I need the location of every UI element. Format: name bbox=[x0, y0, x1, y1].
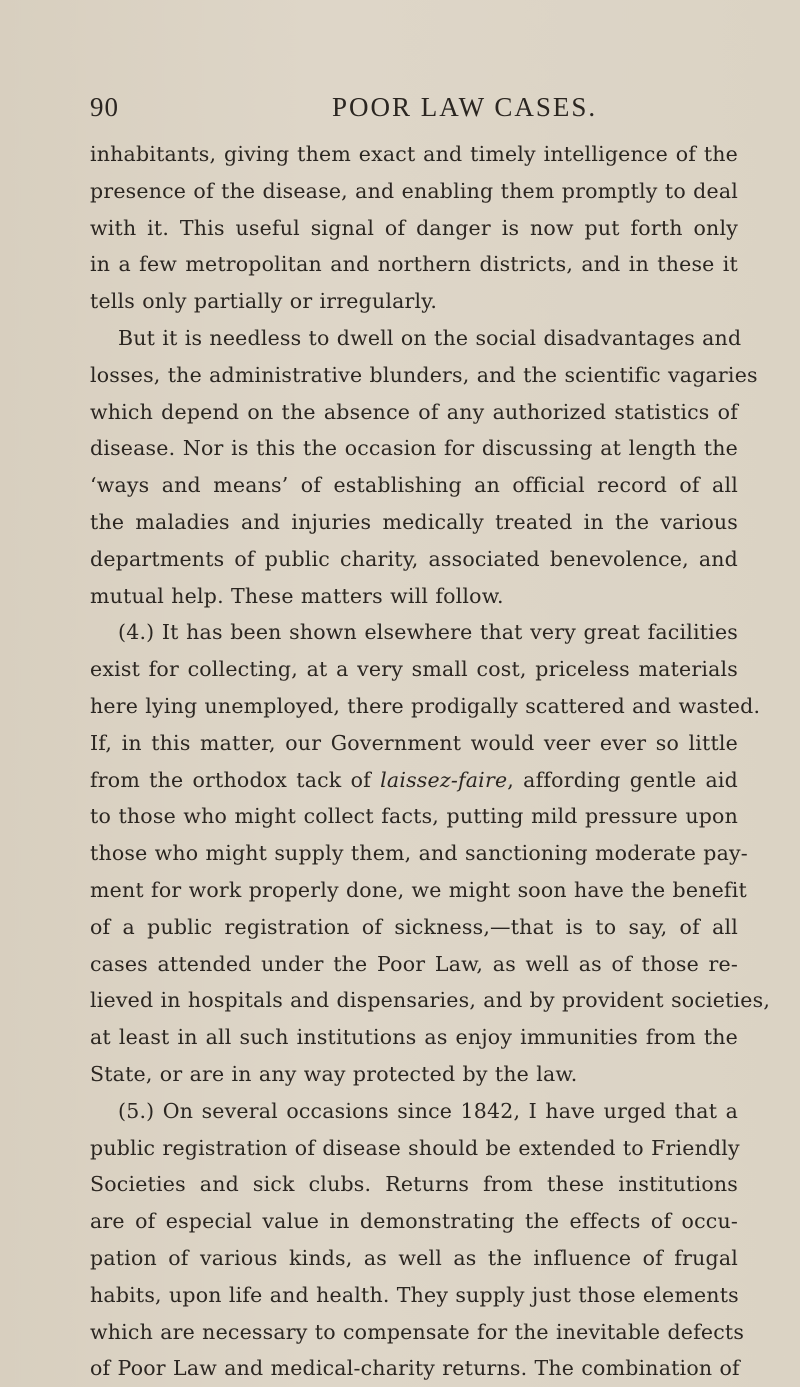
text-line: presence of the disease, and enabling them promptly to deal bbox=[90, 178, 738, 203]
text-line: habits, upon life and health. They supply just those elements bbox=[90, 1282, 739, 1307]
running-head bbox=[90, 92, 730, 126]
text-line: But it is needless to dwell on the social disadvantages and bbox=[118, 325, 742, 350]
text-line: which are necessary to compensate for the inevitable defects bbox=[90, 1319, 745, 1344]
text-line: ‘ways and means’ of establishing an official record of all bbox=[90, 473, 738, 498]
text-line: with it. This useful signal of danger is now put forth only bbox=[90, 215, 738, 240]
text-line: State, or are in any way protected by the law. bbox=[90, 1061, 578, 1086]
text-line-mixed bbox=[90, 762, 738, 799]
text-line: here lying unemployed, there prodigally scattered and wasted. bbox=[90, 693, 761, 718]
text-line: pation of various kinds, as well as the influence of frugal bbox=[90, 1245, 738, 1270]
text-line: mutual help. These matters will follow. bbox=[90, 583, 504, 608]
text-line: losses, the administrative blunders, and the scientific vagaries bbox=[90, 362, 758, 387]
body-text bbox=[90, 136, 771, 1387]
text-line: those who might supply them, and sanctioning moderate pay- bbox=[90, 841, 748, 866]
text-line: public registration of disease should be extended to Friendly bbox=[90, 1135, 740, 1160]
text-line: in a few metropolitan and northern districts, and in these it bbox=[90, 252, 738, 277]
text-line: to those who might collect facts, putting mild pressure upon bbox=[90, 804, 738, 829]
text-line: (4.) It has been shown elsewhere that very great facilities bbox=[118, 620, 738, 645]
text-fragment: , affording gentle aid bbox=[507, 767, 738, 792]
text-line: which depend on the absence of any authorized statistics of bbox=[90, 399, 738, 424]
text-line: departments of public charity, associated benevolence, and bbox=[90, 546, 738, 571]
text-line: Societies and sick clubs. Returns from these institutions bbox=[90, 1172, 738, 1197]
text-line: tells only partially or irregularly. bbox=[90, 289, 438, 314]
text-line: are of especial value in demonstrating the effects of occu- bbox=[90, 1209, 738, 1234]
text-line: exist for collecting, at a very small cost, priceless materials bbox=[90, 657, 738, 682]
text-line: ment for work properly done, we might soon have the benefit bbox=[90, 877, 747, 902]
italic-phrase: laissez-faire bbox=[380, 767, 508, 792]
text-line: inhabitants, giving them exact and timely intelligence of the bbox=[90, 142, 738, 166]
text-line: at least in all such institutions as enjoy immunities from the bbox=[90, 1025, 738, 1050]
text-line: cases attended under the Poor Law, as well as of those re- bbox=[90, 951, 738, 976]
text-line: the maladies and injuries medically treated in the various bbox=[90, 509, 738, 534]
text-line: If, in this matter, our Government would veer ever so little bbox=[90, 730, 738, 755]
text-line: lieved in hospitals and dispensaries, and by provident societies, bbox=[90, 988, 771, 1013]
text-line: of a public registration of sickness,—that is to say, of all bbox=[90, 914, 738, 939]
text-line: of Poor Law and medical-charity returns. The combination of bbox=[90, 1356, 740, 1381]
text-line: (5.) On several occasions since 1842, I have urged that a bbox=[118, 1098, 738, 1123]
page-number: 90 bbox=[90, 92, 119, 122]
running-title: POOR LAW CASES. bbox=[332, 92, 598, 122]
text-fragment: from the orthodox tack of bbox=[90, 767, 381, 792]
text-line: disease. Nor is this the occasion for discussing at length the bbox=[90, 436, 738, 461]
